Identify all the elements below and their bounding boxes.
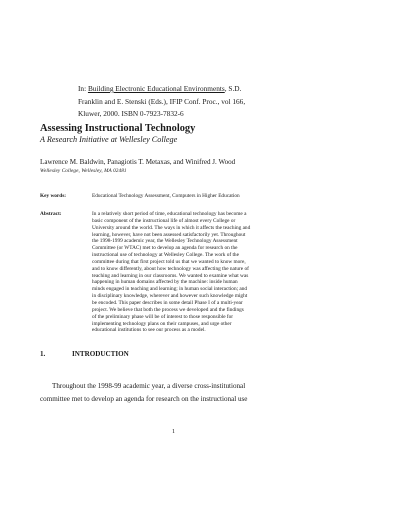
citation-line-1 [78,83,358,96]
abstract-line: project. We believe that both the process we developed and the findings [92,306,244,313]
abstract-line: in disciplinary knowledge, wherever and however such knowledge might [92,293,248,300]
abstract-line: the 1998-1999 academic year, the Wellesley Technology Assessment [92,238,238,245]
abstract-line: basic component of the instructional life of almost every College or [92,217,236,224]
paper-subtitle: A Research Initiative at Wellesley College [40,135,178,144]
citation-prefix: In: [78,84,88,93]
citation-line-1-rest: , S.D. [224,84,242,93]
abstract-line: happening in human domains affected by the machine: inside human [92,279,238,286]
body-line: committee met to develop an agenda for research on the instructional use [40,394,248,403]
authors: Lawrence M. Baldwin, Panagiotis T. Metaxas, and Winifred J. Wood [40,158,236,166]
abstract-line: teaching and learning in our classrooms. We wanted to examine what was [92,272,249,279]
abstract-line: Committee (or WTAC) met to develop an agenda for research on the [92,245,238,252]
section-number: 1. [40,350,46,358]
abstract-line: minds engaged in teaching and learning; in human social interaction; and [92,286,248,293]
body-text [40,380,370,405]
keywords-text: Educational Technology Assessment, Computers in Higher Education [92,193,240,199]
abstract-line: In a relatively short period of time, educational technology has become a [92,211,247,217]
abstract-line: instructional use of technology at Wellesley College. The work of the [92,252,239,259]
body-line: Throughout the 1998-99 academic year, a diverse cross-institutional [52,382,246,390]
section-title: INTRODUCTION [72,350,129,358]
citation-book-title[interactable]: Building Electronic Educational Environments [87,84,225,93]
paper-title: Assessing Instructional Technology [40,123,196,134]
citation-line-3: Kluwer, 2000. ISBN 0-7923-7832-6 [78,109,184,119]
abstract-line: University around the world. The ways in which it affects the teaching and [92,224,251,231]
abstract-text [92,211,362,334]
abstract-line: learning, however, have not been assessed satisfactorily yet. Throughout [92,231,246,238]
abstract-line: be encoded. This paper describes in some detail Phase I of a multi-year [92,299,243,306]
citation [78,83,358,121]
abstract-line: committee during that first project told us that we wanted to know more, [92,258,246,265]
page-number: 1 [172,428,176,435]
abstract-line: of the preliminary phase will be of interest to those responsible for [92,313,234,320]
affiliation: Wellesley College, Wellesley, MA 02481 [40,168,127,174]
abstract-line: and to know differently, about how technology was affecting the nature of [92,265,249,272]
citation-line-2: Franklin and E. Stenski (Eds.), IFIP Conf. Proc., vol 166, [78,96,246,106]
keywords-label: Key words: [40,193,67,199]
abstract-line: educational institutions to see our process as a model. [92,327,206,334]
abstract-line: implementing technology plans on their campuses, and urge other [92,320,232,327]
abstract-label: Abstract: [40,211,62,217]
